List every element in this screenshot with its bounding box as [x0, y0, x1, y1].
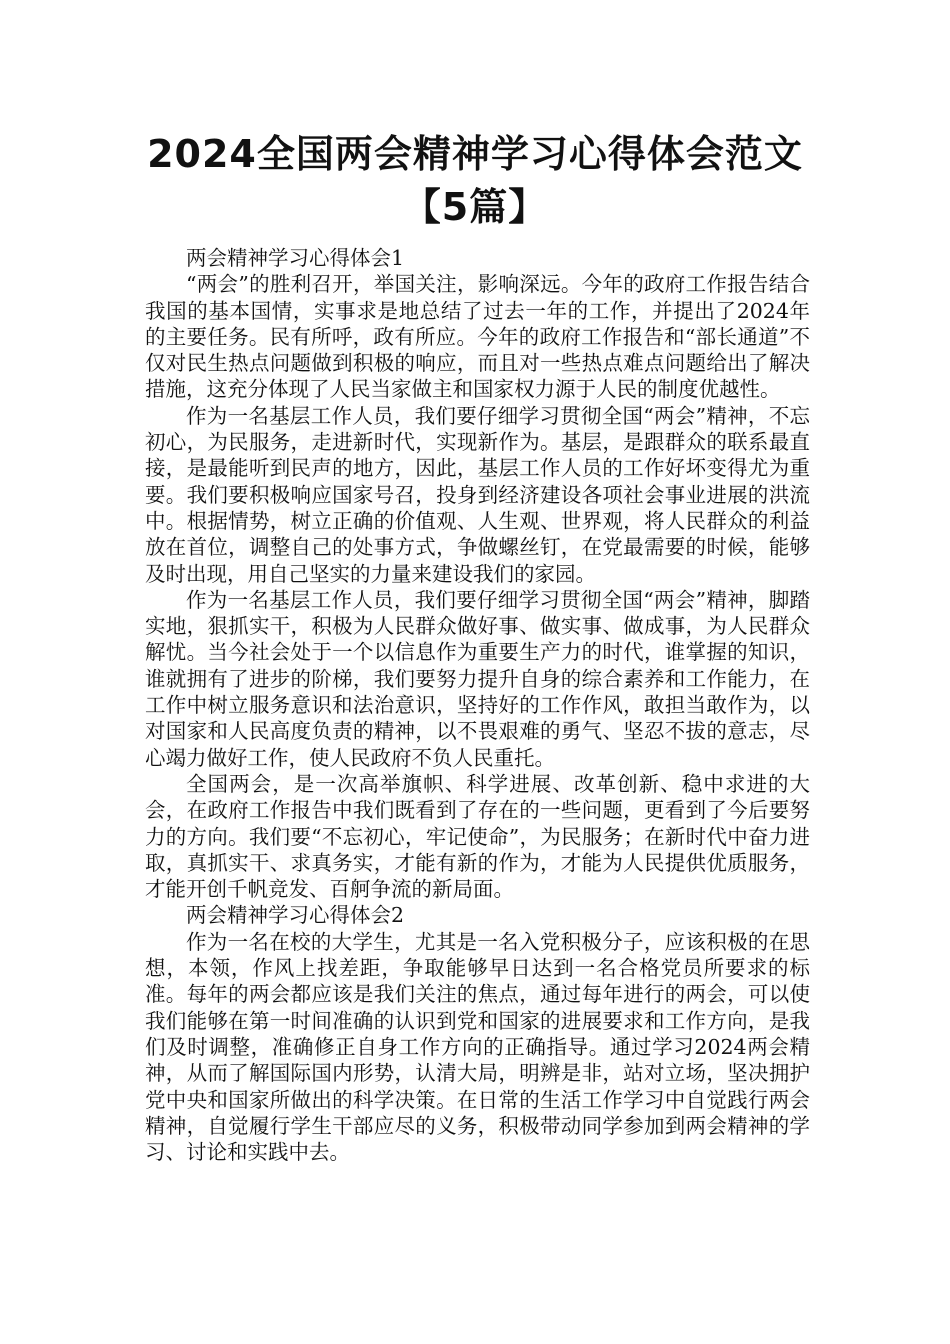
document-body: [145, 245, 810, 1165]
body-paragraph: 作为一名基层工作人员，我们要仔细学习贯彻全国“两会”精神，脚踏实地，狠抓实干，积极为人民群众做好事、做实事、做成事，为人民群众解忧。当今社会处于一个以信息作为重要生产力的时代，谁掌握的知识，谁就拥有了进步的阶梯，我们要努力提升自身的综合素养和工作能力，在工作中树立服务意识和法治意识，坚持好的工作作风，敢担当敢作为，以对国家和人民高度负责的精神，以不畏艰难的勇气、坚忍不拔的意志，尽心竭力做好工作，使人民政府不负人民重托。: [145, 587, 810, 770]
section-heading: 两会精神学习心得体会1: [186, 246, 405, 270]
body-paragraph: “两会”的胜利召开，举国关注，影响深远。今年的政府工作报告结合我国的基本国情，实事求是地总结了过去一年的工作，并提出了2024年的主要任务。民有所呼，政有所应。今年的政府工作报告和“部长通道”不仅对民生热点问题做到积极的响应，而且对一些热点难点问题给出了解决措施，这充分体现了人民当家做主和国家权力源于人民的制度优越性。: [145, 272, 810, 402]
document-title: 2024全国两会精神学习心得体会范文: [147, 132, 803, 176]
section-heading: 两会精神学习心得体会2: [186, 903, 405, 928]
body-paragraph: 全国两会，是一次高举旗帜、科学进展、改革创新、稳中求进的大会，在政府工作报告中我们既看到了存在的一些问题，更看到了今后要努力的方向。我们要“不忘初心，牢记使命”，为民服务；在新时代中奋力进取，真抓实干、求真务实，才能有新的作为，才能为人民提供优质服务，才能开创千帆竞发、百舸争流的新局面。: [145, 771, 810, 902]
body-paragraph: 作为一名基层工作人员，我们要仔细学习贯彻全国“两会”精神，不忘初心，为民服务，走进新时代，实现新作为。基层，是跟群众的联系最直接，是最能听到民声的地方，因此，基层工作人员的工作好坏变得尤为重要。我们要积极响应国家号召，投身到经济建设各项社会事业进展的洪流中。根据情势，树立正确的价值观、人生观、世界观，将人民群众的利益放在首位，调整自己的处事方式，争做螺丝钉，在党最需要的时候，能够及时出现，用自己坚实的力量来建设我们的家园。: [145, 403, 810, 586]
document-title-suffix: 【5篇】: [402, 185, 548, 229]
body-paragraph: 作为一名在校的大学生，尤其是一名入党积极分子，应该积极的在思想，本领，作风上找差距，争取能够早日达到一名合格党员所要求的标准。每年的两会都应该是我们关注的焦点，通过每年进行的两会，可以使我们能够在第一时间准确的认识到党和国家的进展要求和工作方向，是我们及时调整，准确修正自身工作方向的正确指导。通过学习2024两会精神，从而了解国际国内形势，认清大局，明辨是非，站对立场，坚决拥护党中央和国家所做出的科学决策。在日常的生活工作学习中自觉践行两会精神，自觉履行学生干部应尽的义务，积极带动同学参加到两会精神的学习、讨论和实践中去。: [145, 929, 810, 1165]
